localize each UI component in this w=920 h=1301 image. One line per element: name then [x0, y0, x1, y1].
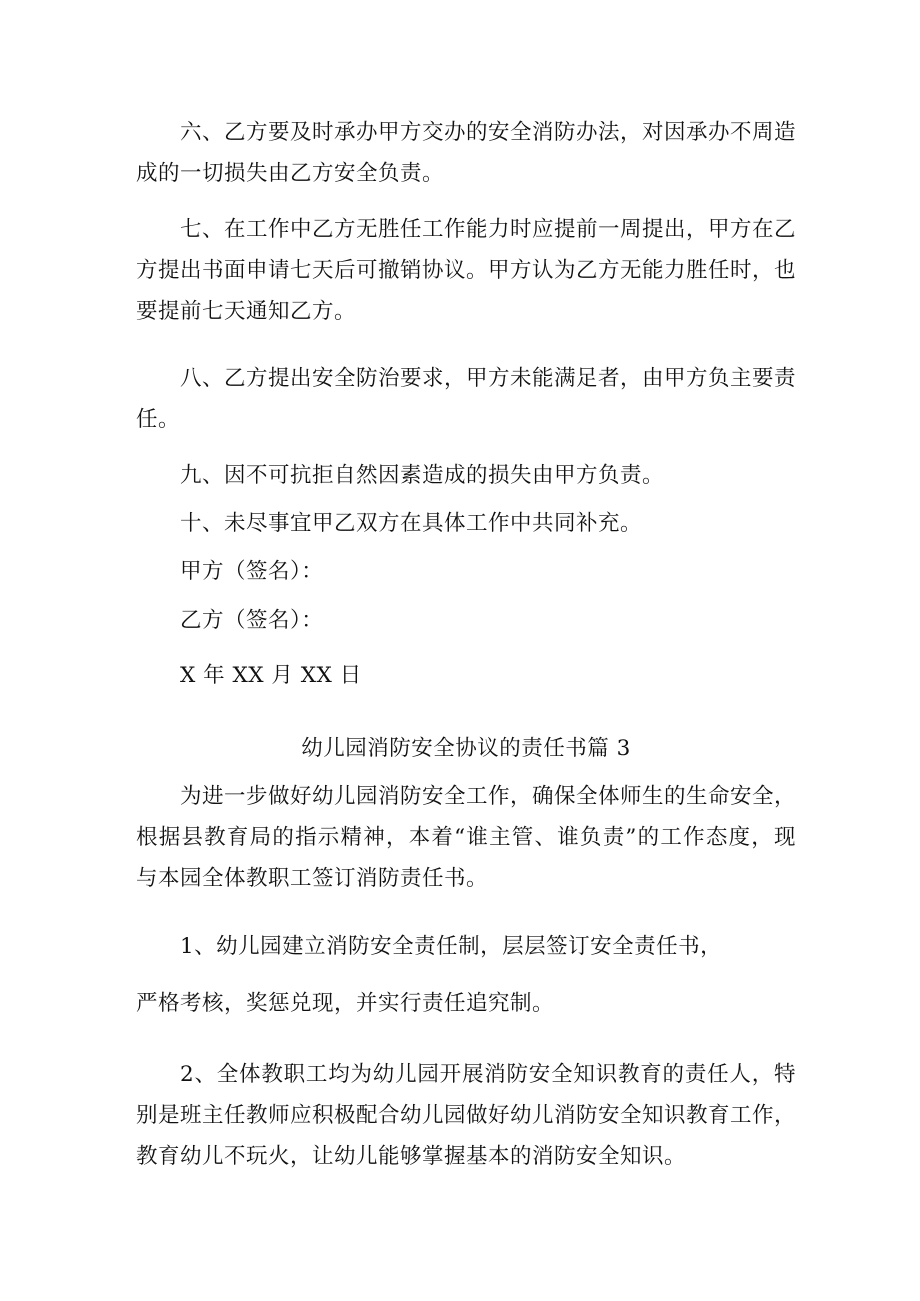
section-title: 幼儿园消防安全协议的责任书篇 3 — [301, 736, 631, 761]
intro-paragraph: 为进一步做好幼儿园消防安全工作，确保全体师生的生命安全，根据县教育局的指示精神，本着“谁主管、谁负责”的工作态度，现与本园全体教职工签订消防责任书。 — [136, 784, 797, 891]
party-b-signature: 乙方（签名）： — [180, 608, 324, 633]
clause-9: 九、因不可抗拒自然因素造成的损失由甲方负责。 — [180, 463, 665, 488]
party-a-signature: 甲方（签名）： — [180, 559, 324, 584]
clause-7: 七、在工作中乙方无胜任工作能力时应提前一周提出，甲方在乙方提出书面申请七天后可撤销协议。甲方认为乙方无能力胜任时，也要提前七天通知乙方。 — [136, 217, 797, 324]
item-1-line-2: 严格考核，奖惩兑现，并实行责任追究制。 — [136, 991, 555, 1016]
clause-10: 十、未尽事宜甲乙双方在具体工作中共同补充。 — [180, 511, 643, 536]
item-2: 2、全体教职工均为幼儿园开展消防安全知识教育的责任人，特别是班主任教师应积极配合幼儿园做好幼儿消防安全知识教育工作，教育幼儿不玩火，让幼儿能够掌握基本的消防安全知识。 — [136, 1062, 797, 1169]
clause-6: 六、乙方要及时承办甲方交办的安全消防办法，对因承办不周造成的一切损失由乙方安全负责。 — [136, 120, 797, 186]
clause-8: 八、乙方提出安全防治要求，甲方未能满足者，由甲方负主要责任。 — [136, 366, 797, 432]
date-line: X 年 XX 月 XX 日 — [180, 663, 362, 688]
item-1-line-1: 1、幼儿园建立消防安全责任制，层层签订安全责任书， — [180, 934, 723, 959]
